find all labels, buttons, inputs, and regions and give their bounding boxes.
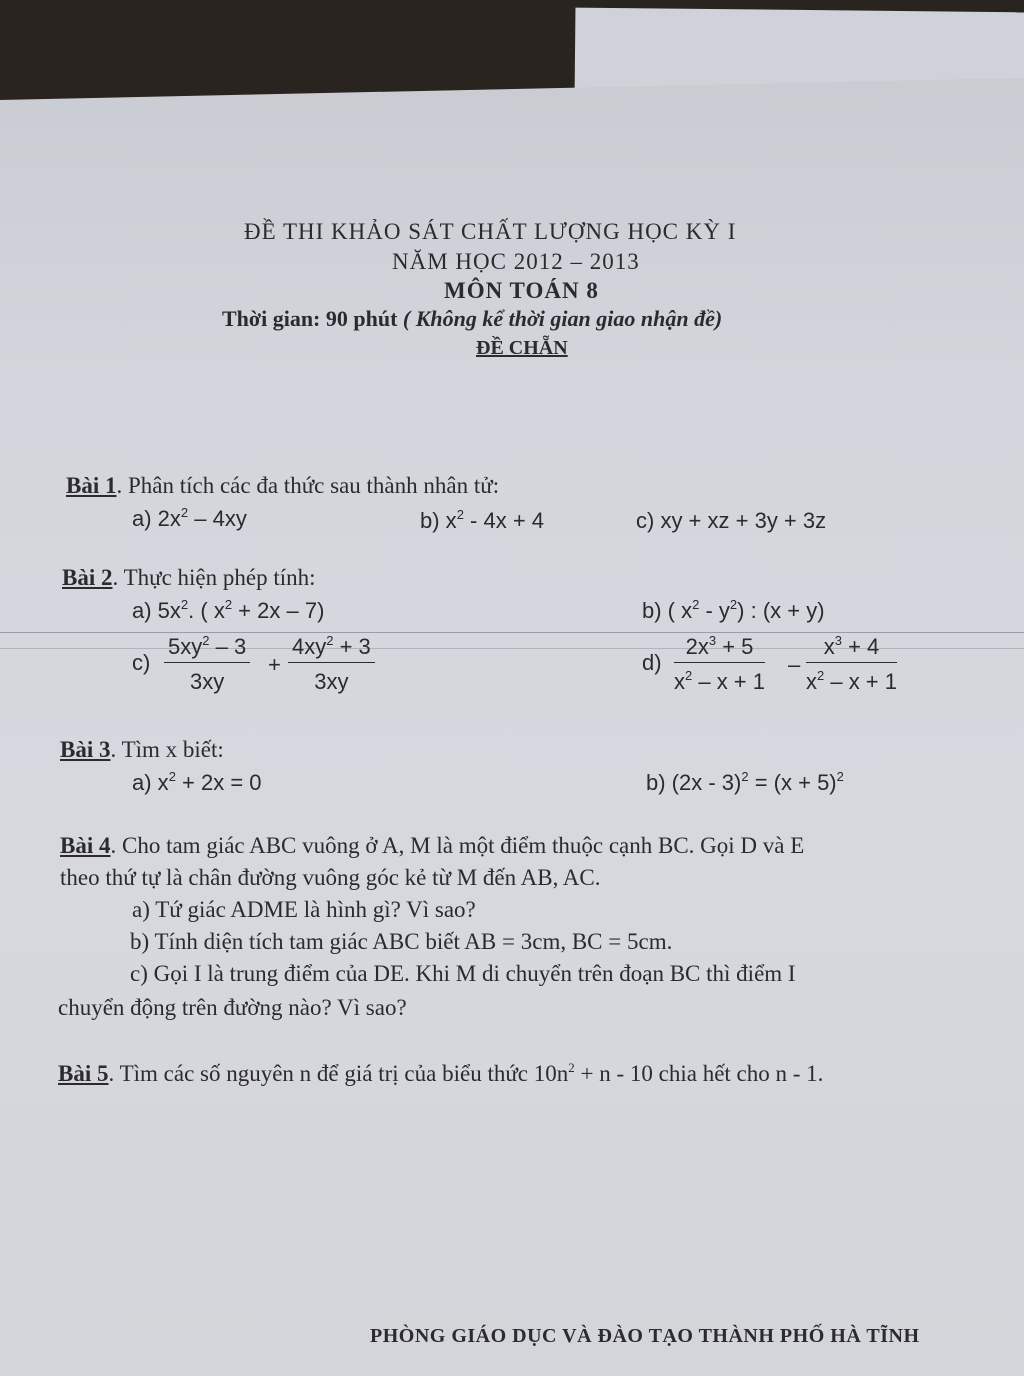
bai4-a: a) Tứ giác ADME là hình gì? Vì sao? — [132, 897, 476, 922]
bai2-c-fraction-1: $\frac{5xy^2 - 3}{3xy}$ — [164, 636, 250, 693]
bai5-label: Bài 5 — [58, 1061, 109, 1086]
bai3-heading — [60, 738, 224, 761]
bai1-b: b) $x^2 - 4x + 4$ — [420, 507, 545, 533]
bai4-line-1: Bài 4. Cho tam giác ABC vuông ở A, M là một điểm thuộc cạnh BC. Gọi D và E — [60, 833, 805, 858]
bai2-b: b) ( $x^2 - y^2$) : (x + y) — [642, 597, 825, 623]
bai5: Bài 5. Tìm các số nguyên n để giá trị của biểu thức $10n^2 + n - 10$ chia hết cho n - 1. — [58, 1060, 824, 1086]
variant: ĐỀ CHẴN — [476, 337, 568, 359]
bai2-d-operator: – — [788, 652, 801, 677]
time-note: ( Không kể thời gian giao nhận đề) — [402, 306, 723, 331]
time-label: Thời gian: 90 phút — [222, 306, 398, 331]
bai2-c-fraction-2: $\frac{4xy^2 + 3}{3xy}$ — [288, 636, 375, 693]
fold-line — [0, 632, 1024, 633]
bai2-d-label: d) — [642, 650, 662, 675]
bai3-label: Bài 3 — [60, 737, 111, 762]
exam-title: ĐỀ THI KHẢO SÁT CHẤT LƯỢNG HỌC KỲ I — [244, 219, 737, 244]
bai1-c: c) xy + xz + 3y + 3z — [636, 508, 827, 533]
time-line — [222, 308, 722, 330]
bai3-prompt: . Tìm x biết: — [110, 737, 224, 762]
bai1-prompt: . Phân tích các đa thức sau thành nhân tử: — [116, 473, 500, 498]
bai2-c-operator: + — [268, 652, 281, 677]
bai4-label: Bài 4 — [60, 833, 111, 858]
bai4-b: b) Tính diện tích tam giác ABC biết AB = 3cm, BC = 5cm. — [130, 929, 673, 954]
footer-issuer: PHÒNG GIÁO DỤC VÀ ĐÀO TẠO THÀNH PHỐ HÀ TĨNH — [370, 1325, 920, 1347]
bai2-prompt: . Thực hiện phép tính: — [112, 565, 316, 590]
bai2-d-fraction-1: $\frac{2x^3 + 5}{x^2 - x + 1}$ — [674, 633, 766, 694]
bai1-a: a) $2x^2 - 4xy$ — [132, 505, 247, 531]
bai4-c-line-2: chuyển động trên đường nào? Vì sao? — [58, 995, 407, 1020]
bai3-b: b) $(2x - 3)^2 = (x + 5)^2$ — [646, 769, 844, 795]
bai3-a: a) $x^2 + 2x = 0$ — [132, 769, 262, 795]
bai2-label: Bài 2 — [62, 565, 113, 590]
bai2-d-fraction-2: $\frac{x^3 + 4}{x^2 - x + 1}$ — [806, 633, 898, 694]
school-year: NĂM HỌC 2012 – 2013 — [392, 249, 640, 274]
bai4-line-2: theo thứ tự là chân đường vuông góc kẻ từ M đến AB, AC. — [60, 865, 601, 890]
subject: MÔN TOÁN 8 — [444, 278, 599, 303]
bai4-c-line-1: c) Gọi I là trung điểm của DE. Khi M di chuyển trên đoạn BC thì điểm I — [130, 961, 796, 986]
bai2-a: a) $5x^2$. ( $x^2 + 2x - 7$) — [132, 597, 325, 623]
bai1-heading — [66, 474, 499, 497]
bai2-heading — [62, 566, 316, 589]
bai2-c-label: c) — [132, 650, 151, 675]
bai1-label: Bài 1 — [66, 473, 117, 498]
